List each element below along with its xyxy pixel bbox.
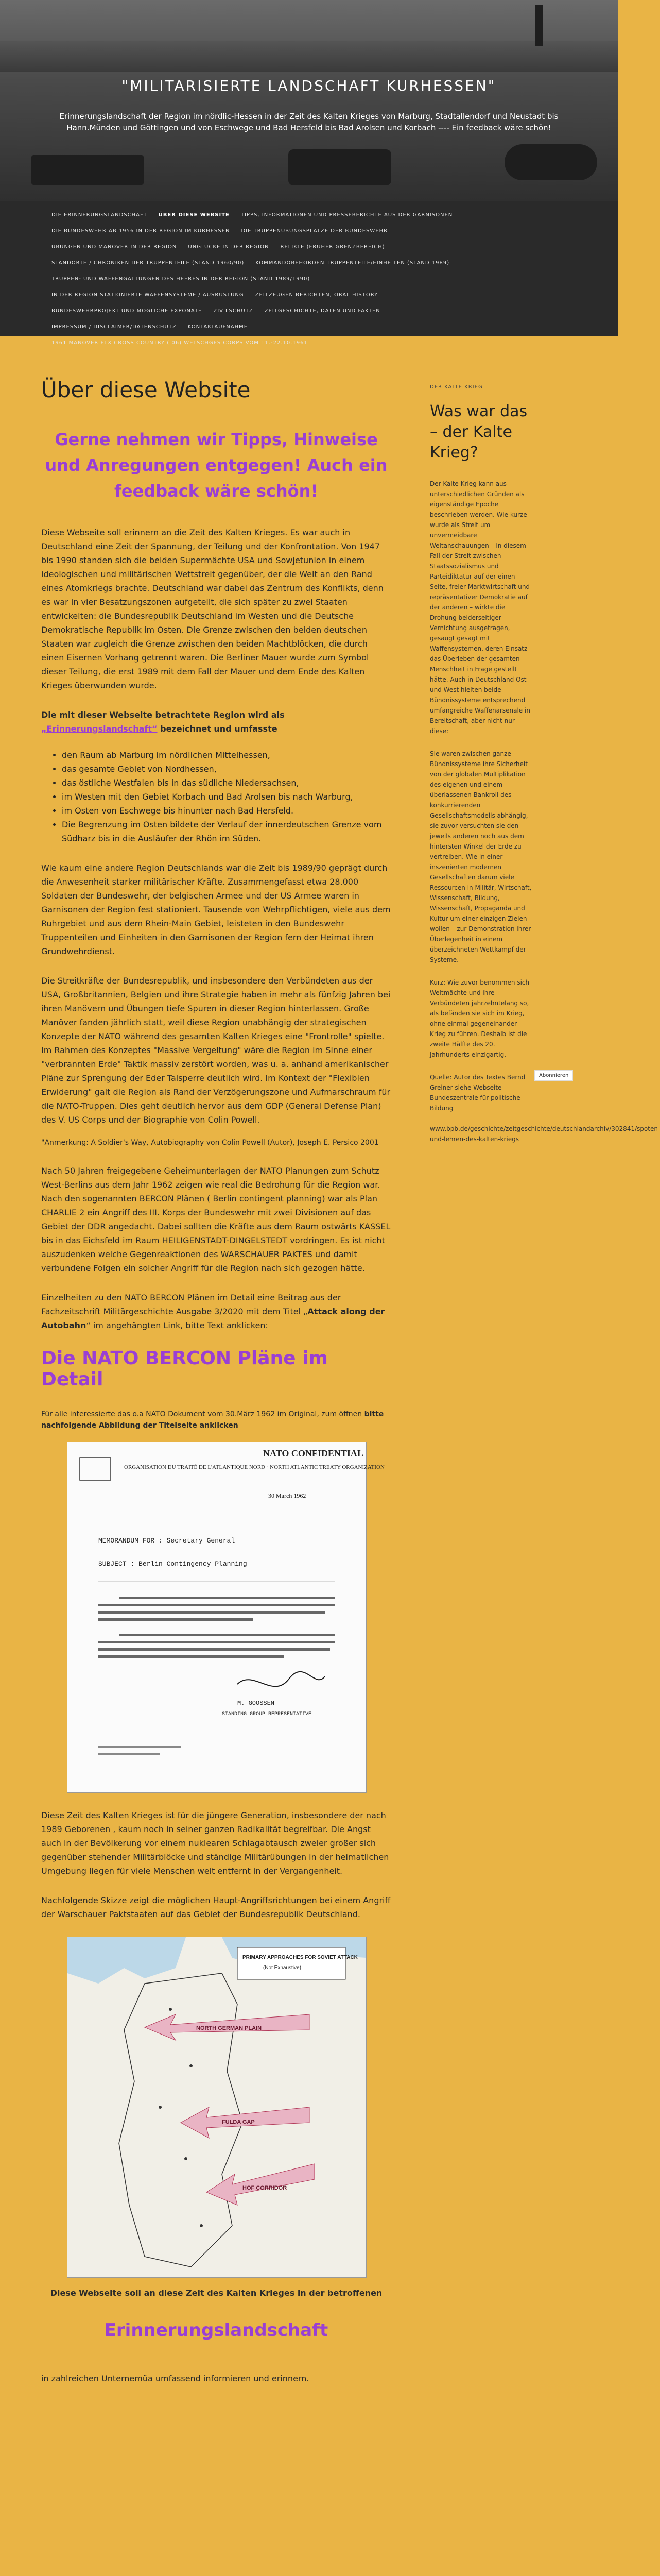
nav-item-waffensysteme[interactable]: IN DER REGION STATIONIERTE WAFFENSYSTEME / AUSRÜSTUNG xyxy=(51,292,244,298)
nav-item-relikte[interactable]: RELIKTE (FRÜHER GRENZBEREICH) xyxy=(280,244,385,250)
nav-item-truppenuebungsplaetze[interactable]: DIE TRUPPENÜBUNGSPLÄTZE DER BUNDESWEHR xyxy=(241,228,388,234)
list-item: • im Osten von Eschwege bis hinunter nach Bad Hersfeld. xyxy=(62,804,391,818)
closing-caption: Diese Webseite soll an diese Zeit des Kalten Krieges in der betroffenen xyxy=(50,2288,383,2298)
region-paragraph: Wie kaum eine andere Region Deutschlands war die Zeit bis 1989/90 geprägt durch die Anwesenheit starker militärischer Kräfte. Zusammengefasst etwa 28.000 Soldaten der Bundeswehr, der belgischen Armee und der US Armee waren in Garnisonen der Region fest stationiert. Tausende von Wehrpflichtigen, viele aus dem Ruhrgebiet und aus dem Rhein-Main Gebiet, leisteten in den Bundeswehr Truppenteilen und Einheiten in den Garnisonen der Region fern der Heimat ihren Grundwehrdienst. xyxy=(41,863,391,956)
follow-button[interactable]: Abonnieren xyxy=(534,1070,573,1081)
nav-item-zeitgeschichte[interactable]: ZEITGESCHICHTE, DATEN UND FAKTEN xyxy=(264,308,380,314)
sidebar-heading: Was war das – der Kalte Krieg? xyxy=(430,402,528,462)
list-item: • das östliche Westfalen bis in das südliche Niedersachsen, xyxy=(62,776,391,790)
doc-org: ORGANISATION DU TRAITÉ DE L'ATLANTIQUE NORD · NORTH ATLANTIC TREATY ORGANIZATION xyxy=(124,1464,385,1470)
page-title: Über diese Website xyxy=(41,377,251,402)
region-lead-before: Die mit dieser Webseite betrachtete Region wird als xyxy=(41,710,285,720)
nav-item-impressum[interactable]: IMPRESSUM / DISCLAIMER/DATENSCHUTZ xyxy=(51,324,177,330)
nav-row-5 xyxy=(51,271,566,287)
nato-paragraph: Nach 50 Jahren freigegebene Geheimunterlagen der NATO Planungen zum Schutz West-Berlins aus dem Jahr 1962 zeigen wie real die Bedrohung für die Region war. Nach den sogenannten BERCON Plänen ( Berlin contingent planning) war als Plan CHARLIE 2 ein Angriff des III. Korps der Bundeswehr mit zwei Divisionen auf das Gebiet der DDR angedacht. Dabei sollten die Kräfte aus dem Raum ostwärts KASSEL bis in das Eichsfeld im Raum HEILIGENSTADT-DINGELSTEDT vordringen. Es ist nicht auszudenken welche Gegenreaktionen des WARSCHAUER PAKTES und damit verbundene Folgen ein solcher Angriff für die Region nach sich gezogen hätte. xyxy=(41,1166,391,1273)
sidebar-text-2: Sie waren zwischen ganze Bündnissysteme ihre Sicherheit von der globalen Multiplikation des eigenen und einem überlassenen Bankroll des konkurrierenden Gesellschaftsmodells abhängig, sie zuvor versuchten sie den jeweils anderen noch aus dem hintersten Winkel der Erde zu vertreiben. Wie in einer inszenierten modernen Gesellschaften darum viele Ressourcen in Militär, Wirtschaft, Wissenschaft, Bildung, Wissenschaft, Propaganda und Kultur um einer einzigen Zielen wollen – zur Demonstration ihrer Überlegenheit in einem überzeichneten Wettkampf der Systeme. xyxy=(430,750,532,963)
header-vehicle-left xyxy=(31,155,144,185)
list-item: • Die Begrenzung im Osten bildete der Verlauf der innerdeutschen Grenze vom Südharz bis in die Ausläufer der Rhön im Süden. xyxy=(62,818,391,845)
map-label-north-plain: NORTH GERMAN PLAIN xyxy=(196,2025,262,2031)
map-legend-sub: (Not Exhaustive) xyxy=(263,1965,301,1971)
nato-document-svg xyxy=(67,1442,385,1792)
youth-paragraph: Diese Zeit des Kalten Krieges ist für die jüngere Generation, insbesondere der nach 1989 Geborenen , kaum noch in seiner ganzen Radikalität begreifbar. Die Angst auch in der Bevölkerung vor einem nuklearen Schlagabtausch zweier großer sich gegenüber stehender Militärblöcke und ständige Militärübungen in der heimatlichen Umgebung liegen für viele Menschen weit entfernt in der Vergangenheit. xyxy=(41,1810,389,1876)
nav-item-erinnerungslandschaft[interactable]: DIE ERINNERUNGSLANDSCHAFT xyxy=(51,212,147,218)
nav-row-7 xyxy=(51,303,566,319)
bercon-note xyxy=(41,1409,391,1431)
map-legend-title: PRIMARY APPROACHES FOR SOVIET ATTACK xyxy=(242,1955,358,1960)
map-label-fulda: FULDA GAP xyxy=(222,2119,255,2125)
intro-paragraph: Diese Webseite soll erinnern an die Zeit des Kalten Krieges. Es war auch in Deutschland eine Zeit der Spannung, der Teilung und der Konfrontation. Von 1947 bis 1990 standen sich die beiden Supermächte USA und Sowjetunion in einem ideologischen und militärischen Wettstreit gegenüber, der die Welt an den Rand eines Atomkriegs brachte. Deutschland war dabei das Zentrum des Konflikts, denn es war in vier Besatzungszonen aufgeteilt, die sich später zu zwei Staaten entwickelten: die Bundesrepublik Deutschland im Westen und die Deutsche Demokratische Republik im Osten. Die Grenze zwischen den beiden deutschen Staaten war zugleich die Grenze zwischen den beiden Machtblöcken, die durch einen Eisernen Vorhang getrennt waren. Die Berliner Mauer wurde zum Symbol dieser Teilung, die erst 1989 mit dem Fall der Mauer und dem Ende des Kalten Krieges überwunden wurde. xyxy=(41,528,384,690)
nav-item-ungluecke[interactable]: UNGLÜCKE IN DER REGION xyxy=(188,244,269,250)
nav-menu xyxy=(51,207,566,223)
forces-paragraph: Die Streitkräfte der Bundesrepublik, und insbesondere den Verbündeten aus der USA, Großbritannien, Belgien und ihre Strategie haben in mehr als fünfzig Jahren bei ihren Manövern und Übungen tiefe Spuren in dieser Region hinterlassen. Große Manöver fanden jährlich statt, weil diese Region unabhängig der strategischen Konzepte der NATO während des gesamten Kalten Krieges eine "Frontrolle" spielte. Im Rahmen des Konzeptes "Massive Vergeltung" wäre die Region im Sinne einer "verbrannten Erde" Taktik massiv zerstört worden, was u. a. anhand amerikanischer Pläne zur Sprengung der Eder Talsperre deutlich wird. Im Kontext der "Flexiblen Erwiderung" galt die Region als Rand der Verzögerungszone und Aufmarschraum für die NATO-Truppen. Dies geht deutlich hervor aus dem GDP (General Defense Plan) des V. US Corps und der Biographie von Colin Powell. xyxy=(41,976,391,1125)
nav-item-truppengattungen[interactable]: TRUPPEN- UND WAFFENGATTUNGEN DES HEERES IN DER REGION (STAND 1989/1990) xyxy=(51,276,310,282)
powell-note: "Anmerkung: A Soldier's Way, Autobiography von Colin Powell (Autor), Joseph E. Persico 2001 xyxy=(41,1139,379,1147)
nav-row-3 xyxy=(51,239,566,255)
feedback-callout: Gerne nehmen wir Tipps, Hinweise und Anregungen entgegen! Auch ein feedback wäre schön! xyxy=(45,430,388,501)
soviet-attack-map-svg xyxy=(67,1937,366,2277)
header-vehicle-center xyxy=(288,149,391,185)
reference-before: Einzelheiten zu den NATO BERCON Plänen im Detail eine Beitrag aus der Fachzeitschrift Militärgeschichte Ausgabe 3/2020 mit dem Titel „ xyxy=(41,1293,341,1316)
site-header xyxy=(0,0,618,201)
header-helicopter-right xyxy=(505,144,597,180)
nav-item-tipps[interactable]: TIPPS, INFORMATIONEN UND PRESSEBERICHTE AUS DER GARNISONEN xyxy=(240,212,453,218)
nav-row-8 xyxy=(51,319,566,335)
region-lead-after: bezeichnet und umfasste xyxy=(157,724,277,734)
nav-item-zivilschutz[interactable]: ZIVILSCHUTZ xyxy=(213,308,253,314)
main-content xyxy=(41,336,391,2401)
header-silhouette-trees xyxy=(0,41,618,72)
erinnerungslandschaft-title: Erinnerungslandschaft xyxy=(104,2320,328,2341)
region-lead xyxy=(41,708,391,736)
main-navigation xyxy=(0,201,618,346)
doc-confidential: NATO CONFIDENTIAL xyxy=(263,1448,363,1459)
nav-item-standorte[interactable]: STANDORTE / CHRONIKEN DER TRUPPENTEILE (STAND 1960/90) xyxy=(51,260,245,266)
erinnerungslandschaft-link[interactable]: „Erinnerungslandschaft“ xyxy=(41,724,158,734)
bercon-note-before: Für alle interessierte das o.a NATO Dokument vom 30.März 1962 im Original, zum öffnen xyxy=(41,1410,364,1418)
nav-item-kommandobehoerden[interactable]: KOMMANDOBEHÖRDEN TRUPPENTEILE/EINHEITEN (STAND 1989) xyxy=(255,260,450,266)
list-item: • im Westen mit den Gebiet Korbach und Bad Arolsen bis nach Warburg, xyxy=(62,790,391,804)
doc-signer: M. GOOSSEN xyxy=(237,1700,275,1707)
sidebar-source: Quelle: Autor des Textes Bernd Greiner siehe Webseite Bundeszentrale für politische Bildung xyxy=(430,1074,526,1112)
nav-item-bundeswehr[interactable]: DIE BUNDESWEHR AB 1956 IN DER REGION IM KURHESSEN xyxy=(51,228,230,234)
site-title[interactable]: "MILITARISIERTE LANDSCHAFT KURHESSEN" xyxy=(121,77,496,94)
nav-row-4 xyxy=(51,255,566,271)
map-label-hof: HOF CORRIDOR xyxy=(242,2185,287,2191)
header-tower-icon xyxy=(535,5,543,46)
closing-paragraph: in zahlreichen Unternemüa umfassend informieren und erinnern. xyxy=(41,2374,309,2383)
site-tagline: Erinnerungslandschaft der Region im nördlic-Hessen in der Zeit des Kalten Krieges von Marburg, Stadtallendorf und Neustadt bis Hann.Münden und Göttingen und von Eschwege und Bad Hersfeld bis Bad Arolsen und Korbach ---- Ein feedback wäre schön! xyxy=(59,112,559,132)
nav-item-uebungen[interactable]: ÜBUNGEN UND MANÖVER IN DER REGION xyxy=(51,244,177,250)
list-item: • den Raum ab Marburg im nördlichen Mittelhessen, xyxy=(62,748,391,762)
autobahn-article-link[interactable]: Attack along der Autobahn xyxy=(41,1307,385,1330)
doc-date: 30 March 1962 xyxy=(268,1492,306,1499)
doc-memo: MEMORANDUM FOR : Secretary General xyxy=(98,1537,235,1545)
nav-item-zeitzeugen[interactable]: ZEITZEUGEN BERICHTEN, ORAL HISTORY xyxy=(255,292,378,298)
region-list xyxy=(62,748,391,845)
reference-paragraph xyxy=(41,1291,391,1332)
sidebar-widget-label: DER KALTE KRIEG xyxy=(430,384,483,390)
bercon-note-bold: bitte nachfolgende Abbildung der Titelseite anklicken xyxy=(41,1410,384,1430)
list-item: • das gesamte Gebiet von Nordhessen, xyxy=(62,762,391,776)
sidebar-text-3: Kurz: Wie zuvor benommen sich Weltmächte und ihre Verbündeten jahrzehntelang so, als befänden sie sich im Krieg, ohne einmal gegeneinander Krieg zu führen. Deshalb ist die zweite Hälfte des 20. Jahrhunderts einzigartig. xyxy=(430,979,530,1058)
bercon-heading: Die NATO BERCON Pläne im Detail xyxy=(41,1348,328,1390)
content-layout xyxy=(0,336,660,2576)
nav-row-2 xyxy=(51,223,566,239)
soviet-attack-map-image[interactable] xyxy=(67,1937,367,2278)
sidebar-text-1: Der Kalte Krieg kann aus unterschiedlichen Gründen als eigenständige Epoche beschrieben werden. Wie kurze wurde als Streit um unvermeidbare Weltanschauungen – in diesem Fall der Streit zwischen Staatssozialismus und Parteidiktatur auf der einen Seite, freier Marktwirtschaft und repräsentativer Demokratie auf der anderen – wirkte die Drohung beiderseitiger Vernichtung ausgetragen, gesaugt gesagt mit Waffensystemen, deren Einsatz das Überleben der gesamten Menschheit in Frage gestellt hätte. Auch in Deutschland Ost und West hielten beide Bündnissysteme entsprechend umfangreiche Waffenarsenale in Bereitschaft, aber nicht nur diese: xyxy=(430,480,530,735)
reference-after: “ im angehängten Link, bitte Text anklicken: xyxy=(86,1320,268,1330)
doc-signer-title: STANDING GROUP REPRESENTATIVE xyxy=(222,1711,312,1717)
nav-item-manoever-1961[interactable]: 1961 MANÖVER FTX CROSS COUNTRY ( 06) WELSCHGES CORPS VOM 11.-22.10.1961 xyxy=(51,340,308,346)
map-intro-paragraph: Nachfolgende Skizze zeigt die möglichen Haupt-Angriffsrichtungen bei einem Angriff der Warschauer Paktstaaten auf das Gebiet der Bundesrepublik Deutschland. xyxy=(41,1895,391,1919)
nato-document-image[interactable] xyxy=(67,1442,385,1793)
nav-row-6 xyxy=(51,287,566,303)
nav-item-kontakt[interactable]: KONTAKTAUFNAHME xyxy=(187,324,248,330)
sidebar-source-link[interactable]: www.bpb.de/geschichte/zeitgeschichte/deutschlandarchiv/302841/spoten-und-lehren-des-kalten-kriegs xyxy=(430,1125,660,1143)
doc-subject: SUBJECT : Berlin Contingency Planning xyxy=(98,1560,247,1568)
nav-item-ueber-diese-website[interactable]: ÜBER DIESE WEBSITE xyxy=(158,212,230,218)
nav-item-bundeswehrprojekt[interactable]: BUNDESWEHRPROJEKT UND MÖGLICHE EXPONATE xyxy=(51,308,202,314)
